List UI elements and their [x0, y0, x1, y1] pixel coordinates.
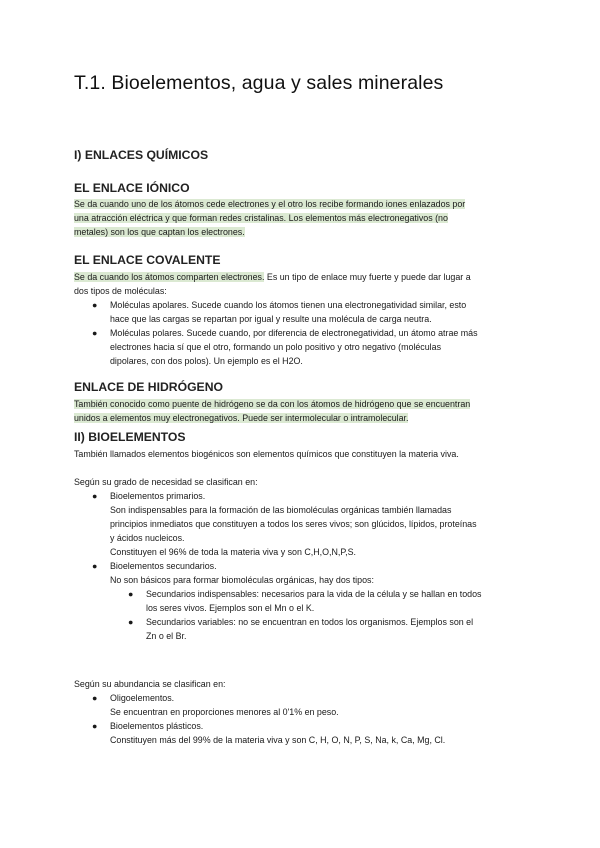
subheading-covalente: EL ENLACE COVALENTE [74, 253, 221, 267]
page-title: T.1. Bioelementos, agua y sales minerales [74, 72, 444, 94]
list-covalente [90, 298, 478, 368]
label-abundancia: Según su abundancia se clasifican en: [74, 679, 226, 689]
bullet-icon: ● [128, 617, 134, 627]
bullet-icon: ● [92, 491, 98, 501]
paragraph-ionico [74, 197, 465, 239]
text-line: y ácidos nucleicos. [110, 533, 185, 543]
text-highlight: Se da cuando los átomos comparten electrones. [74, 272, 265, 282]
list-abundancia [90, 691, 445, 747]
text-line: Moléculas apolares. Sucede cuando los átomos tienen una electronegatividad similar, esto [110, 300, 467, 310]
text-line: Se da cuando uno de los átomos cede electrones y el otro los recibe formando iones enlazados por [74, 199, 466, 209]
section-heading-enlaces: I) ENLACES QUÍMICOS [74, 148, 209, 162]
list-item-primarios [90, 489, 477, 559]
text-line: Constituyen más del 99% de la materia viva y son C, H, O, N, P, S, Na, k, Ca, Mg, Cl. [110, 735, 446, 745]
item-title: Bioelementos secundarios. [110, 561, 217, 571]
sublist-secundarios [126, 587, 493, 643]
bullet-icon: ● [92, 693, 98, 703]
text-line: Moléculas polares. Sucede cuando, por diferencia de electronegatividad, un átomo atrae más [110, 328, 478, 338]
text-line: los seres vivos. Ejemplos son el Mn o el K. [146, 603, 315, 613]
text-line: Secundarios indispensables: necesarios para la vida de la célula y se hallan en todos [146, 589, 482, 599]
list-item-oligo [90, 691, 445, 719]
bullet-icon: ● [92, 300, 98, 310]
list-item [90, 326, 478, 368]
text-line: Son indispensables para la formación de las biomoléculas orgánicas también llamadas [110, 505, 452, 515]
list-item-secundarios [90, 559, 482, 643]
item-title: Bioelementos primarios. [110, 491, 206, 501]
text-line: Secundarios variables: no se encuentran en todos los organismos. Ejemplos son el [146, 617, 474, 627]
sublist-item [126, 587, 493, 615]
text-line: una atracción eléctrica y que forman redes cristalinas. Los elementos más electronegativos (no [74, 213, 448, 223]
item-title: Oligoelementos. [110, 693, 175, 703]
subheading-ionico: EL ENLACE IÓNICO [74, 181, 190, 195]
paragraph-covalente [74, 270, 471, 298]
text-line: Constituyen el 96% de toda la materia viva y son C,H,O,N,P,S. [110, 547, 356, 557]
paragraph-hidrogeno [74, 397, 470, 425]
text-line: metales) son los que captan los electrones. [74, 227, 245, 237]
text-line: principios inmediatos que constituyen a todos los seres vivos; son glúcidos, lípidos, proteínas [110, 519, 477, 529]
text-line: unidos a elementos muy electronegativos. Puede ser intermolecular o intramolecular. [74, 413, 409, 423]
text-line: Es un tipo de enlace muy fuerte y puede dar lugar a [264, 272, 471, 282]
label-necesidad: Según su grado de necesidad se clasifican en: [74, 477, 258, 487]
bullet-icon: ● [128, 589, 134, 599]
text-line: No son básicos para formar biomoléculas orgánicas, hay dos tipos: [110, 575, 374, 585]
text-line: electrones hacia sí que el otro, formando un polo positivo y otro negativo (moléculas [110, 342, 442, 352]
bullet-icon: ● [92, 721, 98, 731]
text-line: dos tipos de moléculas: [74, 286, 167, 296]
section-heading-bioelementos: II) BIOELEMENTOS [74, 430, 186, 444]
text-line: También conocido como puente de hidrógeno se da con los átomos de hidrógeno que se encuentran [74, 399, 471, 409]
paragraph-intro: También llamados elementos biogénicos son elementos químicos que constituyen la materia viva. [74, 449, 459, 459]
item-title: Bioelementos plásticos. [110, 721, 204, 731]
list-item [90, 298, 478, 326]
list-item-plasticos [90, 719, 445, 747]
subheading-hidrogeno: ENLACE DE HIDRÓGENO [74, 380, 223, 394]
text-line: Se encuentran en proporciones menores al 0'1% en peso. [110, 707, 339, 717]
text-line: Zn o el Br. [146, 631, 187, 641]
sublist-item [126, 615, 493, 643]
list-necesidad [90, 489, 482, 643]
bullet-icon: ● [92, 561, 98, 571]
text-line: hace que las cargas se repartan por igual y resulte una molécula de carga neutra. [110, 314, 432, 324]
text-line: dipolares, con dos polos). Un ejemplo es el H2O. [110, 356, 303, 366]
bullet-icon: ● [92, 328, 98, 338]
